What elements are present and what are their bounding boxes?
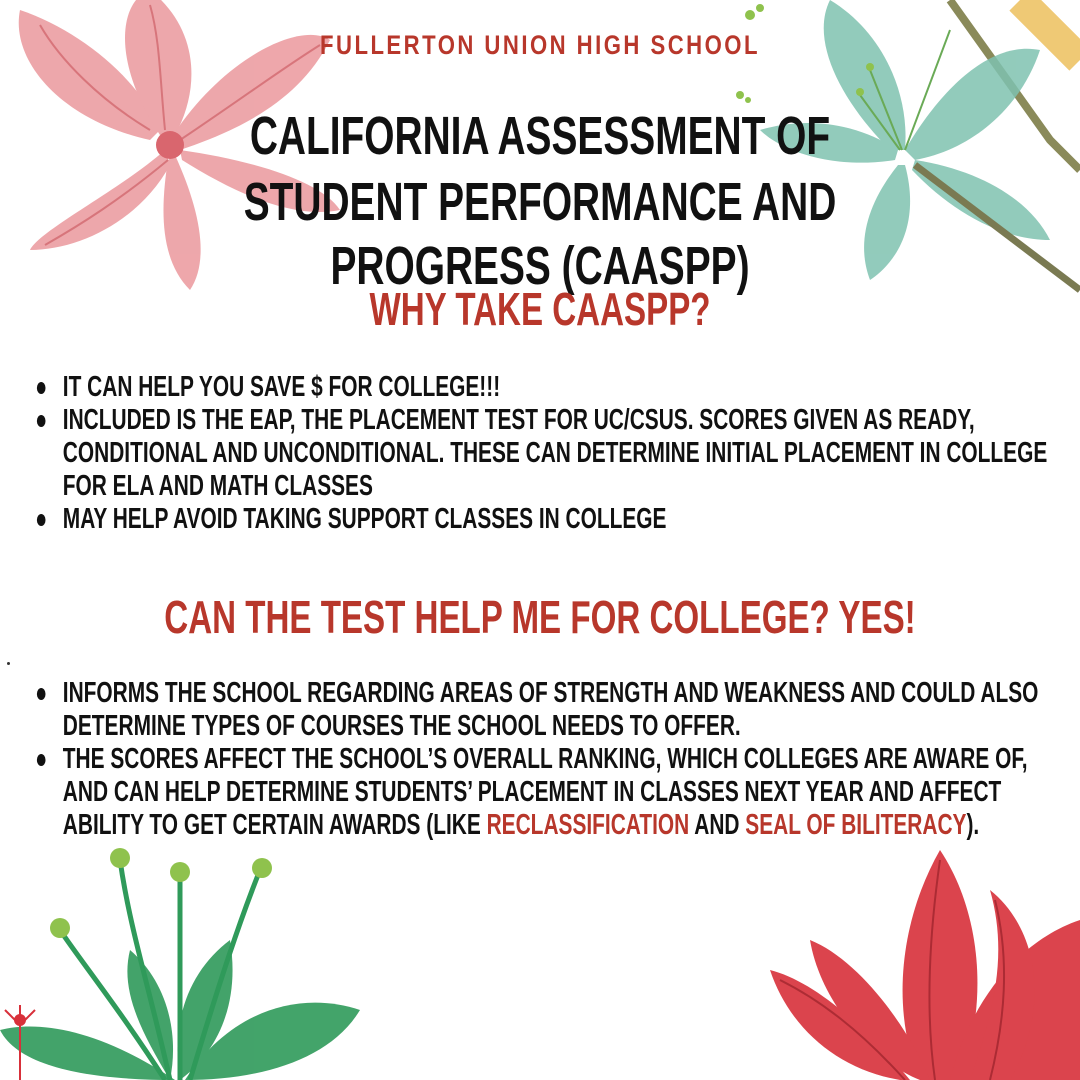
bullet-dot-icon xyxy=(37,688,46,700)
section1-bullet-list xyxy=(34,371,1064,536)
bullet-text: INCLUDED IS THE EAP, THE PLACEMENT TEST FOR UC/CSUS. SCORES GIVEN AS READY, CONDITIONAL AND UNCONDITIONAL. THESE CAN DETERMINE INITIAL PLACEMENT IN COLLEGE FOR ELA AND MATH CLASSES xyxy=(62,404,1048,502)
bullet-text-before: THE SCORES AFFECT THE SCHOOL’S OVERALL RANKING, WHICH COLLEGES ARE AWARE OF, AND CAN HELP DETERMINE STUDENTS’ PLACEMENT IN CLASSES NEXT YEAR AND AFFECT ABILITY TO GET CERTAIN AWARDS (LIKE xyxy=(62,743,1028,841)
bullet-dot-icon xyxy=(37,415,46,427)
reclassification-link[interactable]: RECLASSIFICATION xyxy=(486,809,690,841)
bullet-text-after: ). xyxy=(966,809,980,841)
list-item xyxy=(34,743,1064,842)
bullet-text: IT CAN HELP YOU SAVE $ FOR COLLEGE!!! xyxy=(62,371,501,403)
title-line-1: CALIFORNIA ASSESSMENT OF xyxy=(249,106,831,166)
section1-heading: WHY TAKE CAASPP? xyxy=(369,283,711,335)
list-item xyxy=(34,503,1064,536)
list-item xyxy=(34,371,1064,404)
bullet-text: INFORMS THE SCHOOL REGARDING AREAS OF STRENGTH AND WEAKNESS AND COULD ALSO DETERMINE TYPES OF COURSES THE SCHOOL NEEDS TO OFFER. xyxy=(62,677,1039,742)
list-item xyxy=(34,404,1064,503)
section2-heading: CAN THE TEST HELP ME FOR COLLEGE? YES! xyxy=(164,591,916,643)
title-line-2: STUDENT PERFORMANCE AND PROGRESS (CAASPP) xyxy=(243,172,837,296)
red-flower-icon xyxy=(750,830,1080,1080)
green-plant-icon xyxy=(0,830,420,1080)
stray-dot xyxy=(7,662,10,665)
bullet-dot-icon xyxy=(37,514,46,526)
bullet-text: MAY HELP AVOID TAKING SUPPORT CLASSES IN COLLEGE xyxy=(62,503,667,535)
bullet-dot-icon xyxy=(37,382,46,394)
section2-bullet-list xyxy=(34,677,1064,842)
seal-of-biliteracy-link[interactable]: SEAL OF BILITERACY xyxy=(745,809,967,841)
list-item xyxy=(34,677,1064,743)
bullet-dot-icon xyxy=(37,754,46,766)
bullet-text-middle: AND xyxy=(689,809,746,841)
school-name: FULLERTON UNION HIGH SCHOOL xyxy=(320,30,760,60)
